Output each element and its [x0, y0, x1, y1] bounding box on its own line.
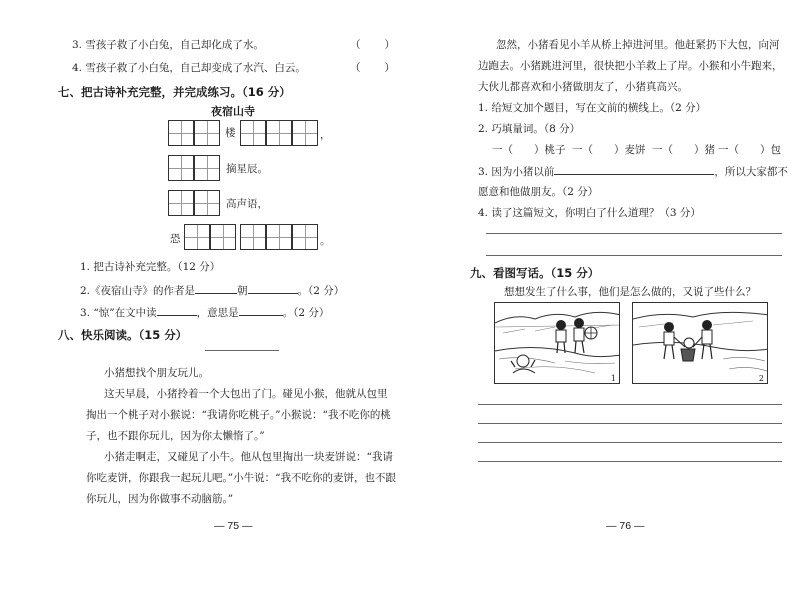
- meaning-blank[interactable]: [239, 305, 283, 316]
- picture-1: [494, 302, 620, 384]
- page-number-right: — 76 —: [606, 520, 645, 532]
- author-name-blank[interactable]: [248, 283, 298, 294]
- sec7-question-1: 1. 把古诗补充完整。（12 分）: [80, 261, 221, 273]
- story-paragraph-4-line: 边跑去。小猪跳进河里，很快把小羊救上了岸。小猴和小牛跑来，: [478, 60, 783, 72]
- judge-item-3: 3. 雪孩子救了小白兔，自己却化成了水。: [72, 39, 264, 51]
- poem-title: 夜宿山寺: [211, 105, 255, 118]
- story-paragraph-3-line: 小猪走啊走，又碰见了小牛。他从包里掏出一块麦饼说：“我请: [104, 451, 393, 463]
- section-9-prompt: 想想发生了什么事，他们是怎么做的，又说了些什么？: [504, 286, 756, 298]
- poem-line1-end: ，: [320, 129, 331, 141]
- writing-line[interactable]: [478, 423, 782, 424]
- poem-char-box[interactable]: [194, 190, 220, 216]
- sec8-question-1: 1. 给短文加个题目，写在文前的横线上。（2 分）: [478, 102, 707, 114]
- picture-1-label: 1: [610, 374, 616, 383]
- story-paragraph-4-line: 忽然，小猪看见小羊从桥上掉进河里。他赶紧扔下大包，向河: [496, 39, 780, 51]
- sec7-question-3: 3. “惊”在文中读 ，意思是 。（2 分）: [80, 307, 330, 319]
- poem-char-box[interactable]: [184, 224, 210, 250]
- poem-char-box[interactable]: [168, 190, 194, 216]
- measure-word-item[interactable]: 一（ ）猪: [652, 144, 715, 156]
- story-paragraph-2-line: 这天早晨，小猪拎着一个大包出了门。碰见小猴，他就从包里: [104, 388, 388, 400]
- poem-char-box[interactable]: [292, 224, 318, 250]
- section-7-heading: 七、把古诗补充完整，并完成练习。（16 分）: [58, 85, 291, 99]
- picture-1-illustration: [495, 303, 620, 384]
- picture-2-label: 2: [758, 374, 764, 383]
- measure-word-item[interactable]: 一（ ）桃子: [492, 144, 566, 156]
- page-number-left: — 75 —: [214, 520, 253, 532]
- pinyin-blank[interactable]: [157, 305, 197, 316]
- measure-word-item[interactable]: 一（ ）包: [718, 144, 781, 156]
- reason-blank[interactable]: [554, 164, 714, 175]
- poem-line1-char: 楼: [225, 127, 236, 139]
- story-paragraph-2-line: 子，也不跟你玩儿，因为你太懒惰了。”: [86, 430, 265, 442]
- sec8-question-2: 2. 巧填量词。（8 分）: [478, 123, 581, 135]
- section-8-heading: 八、快乐阅读。（15 分）: [58, 328, 188, 342]
- poem-char-box[interactable]: [168, 120, 194, 146]
- sec8-question-3-cont: 愿意和他做朋友。（2 分）: [478, 186, 599, 198]
- poem-line4-start: 恐: [170, 233, 181, 245]
- poem-line2-text: 摘星辰。: [226, 163, 268, 175]
- story-paragraph-1: 小猪想找个朋友玩儿。: [104, 367, 209, 379]
- writing-line[interactable]: [478, 461, 782, 462]
- poem-char-box[interactable]: [194, 155, 220, 181]
- story-title-blank[interactable]: [205, 350, 279, 351]
- sec8-question-4: 4. 读了这篇短文，你明白了什么道理？（3 分）: [478, 207, 701, 219]
- poem-char-box[interactable]: [210, 224, 236, 250]
- writing-line[interactable]: [478, 404, 782, 405]
- poem-char-box[interactable]: [194, 120, 220, 146]
- judge-item-4: 4. 雪孩子救了小白兔，自己却变成了水汽、白云。: [72, 62, 306, 74]
- story-paragraph-4-line: 大伙儿都喜欢和小猪做朋友了，小猪真高兴。: [478, 81, 688, 93]
- sec8-question-3: 3. 因为小猪以前 ，所以大家都不: [478, 166, 788, 178]
- author-dynasty-blank[interactable]: [195, 283, 237, 294]
- poem-char-box[interactable]: [266, 224, 292, 250]
- writing-line[interactable]: [478, 442, 782, 443]
- poem-char-box[interactable]: [292, 120, 318, 146]
- poem-char-box[interactable]: [168, 155, 194, 181]
- picture-2: [632, 302, 768, 384]
- answer-line[interactable]: [486, 255, 782, 256]
- answer-line[interactable]: [486, 233, 782, 234]
- judge-answer-4[interactable]: （ ）: [350, 62, 396, 74]
- judge-answer-3[interactable]: （ ）: [350, 39, 396, 51]
- poem-char-box[interactable]: [240, 120, 266, 146]
- story-paragraph-2-line: 掏出一个桃子对小猴说：“我请你吃桃子。”小猴说：“我不吃你的桃: [86, 409, 391, 421]
- picture-2-illustration: [633, 303, 768, 384]
- measure-word-item[interactable]: 一（ ）麦饼: [572, 144, 646, 156]
- poem-line3-text: 高声语，: [226, 198, 268, 210]
- poem-char-box[interactable]: [240, 224, 266, 250]
- story-paragraph-3-line: 你玩儿，因为你做事不动脑筋。”: [86, 493, 234, 505]
- story-paragraph-3-line: 你吃麦饼，你跟我一起玩儿吧。”小牛说：“我不吃你的麦饼，也不跟: [86, 472, 396, 484]
- section-9-heading: 九、看图写话。（15 分）: [470, 266, 600, 280]
- sec7-question-2: 2.《夜宿山寺》的作者是 朝 。（2 分）: [80, 285, 345, 297]
- poem-char-box[interactable]: [266, 120, 292, 146]
- poem-line4-end: 。: [320, 235, 331, 247]
